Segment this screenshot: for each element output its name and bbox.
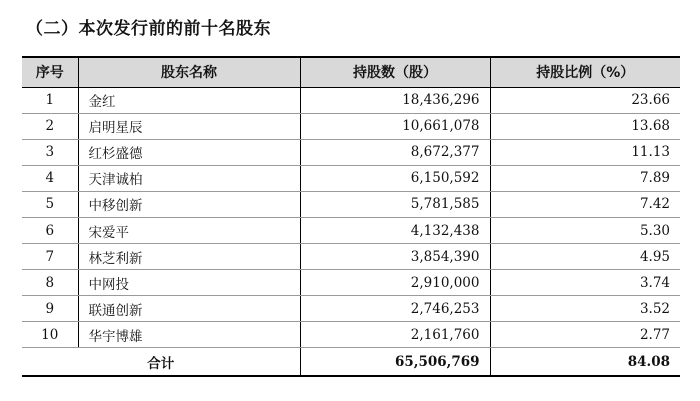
row-pct: 7.89: [490, 165, 680, 191]
table-row: [22, 87, 680, 113]
header-pct: 持股比例（%）: [490, 57, 680, 87]
row-pct: 23.66: [490, 87, 680, 113]
row-no: 7: [22, 244, 78, 270]
row-shares: 2,746,253: [300, 296, 490, 322]
total-shares: 65,506,769: [300, 348, 490, 376]
row-pct: 3.74: [490, 270, 680, 296]
header-shares: 持股数（股）: [300, 57, 490, 87]
row-no: 10: [22, 322, 78, 348]
top-ten-shareholders-table: [22, 56, 680, 377]
header-name: 股东名称: [78, 57, 300, 87]
row-name: 红杉盛德: [78, 139, 300, 165]
row-no: 5: [22, 191, 78, 217]
row-name: 宋爱平: [78, 217, 300, 243]
row-name: 金红: [78, 87, 300, 113]
section-title: （二）本次发行前的前十名股东: [26, 19, 271, 39]
row-shares: 18,436,296: [300, 87, 490, 113]
total-pct: 84.08: [490, 348, 680, 376]
table-row: [22, 217, 680, 243]
table-row: [22, 322, 680, 348]
row-no: 2: [22, 113, 78, 139]
row-shares: 3,854,390: [300, 244, 490, 270]
row-pct: 7.42: [490, 191, 680, 217]
row-pct: 3.52: [490, 296, 680, 322]
row-pct: 11.13: [490, 139, 680, 165]
row-name: 天津诚柏: [78, 165, 300, 191]
row-shares: 10,661,078: [300, 113, 490, 139]
row-shares: 4,132,438: [300, 217, 490, 243]
row-name: 华宇博雄: [78, 322, 300, 348]
total-row: [22, 348, 680, 376]
row-pct: 4.95: [490, 244, 680, 270]
row-no: 1: [22, 87, 78, 113]
header-no: 序号: [22, 57, 78, 87]
row-name: 中网投: [78, 270, 300, 296]
table-header-row: [22, 57, 680, 87]
row-shares: 6,150,592: [300, 165, 490, 191]
total-label: 合计: [22, 348, 300, 376]
row-shares: 5,781,585: [300, 191, 490, 217]
row-shares: 8,672,377: [300, 139, 490, 165]
row-name: 联通创新: [78, 296, 300, 322]
table-row: [22, 191, 680, 217]
table-row: [22, 165, 680, 191]
row-no: 3: [22, 139, 78, 165]
row-shares: 2,910,000: [300, 270, 490, 296]
row-no: 6: [22, 217, 78, 243]
row-pct: 13.68: [490, 113, 680, 139]
row-no: 4: [22, 165, 78, 191]
row-shares: 2,161,760: [300, 322, 490, 348]
row-name: 中移创新: [78, 191, 300, 217]
row-no: 8: [22, 270, 78, 296]
table-row: [22, 113, 680, 139]
row-no: 9: [22, 296, 78, 322]
row-name: 林芝利新: [78, 244, 300, 270]
table-row: [22, 296, 680, 322]
row-pct: 2.77: [490, 322, 680, 348]
table-row: [22, 244, 680, 270]
table-row: [22, 139, 680, 165]
row-name: 启明星辰: [78, 113, 300, 139]
table-row: [22, 270, 680, 296]
row-pct: 5.30: [490, 217, 680, 243]
